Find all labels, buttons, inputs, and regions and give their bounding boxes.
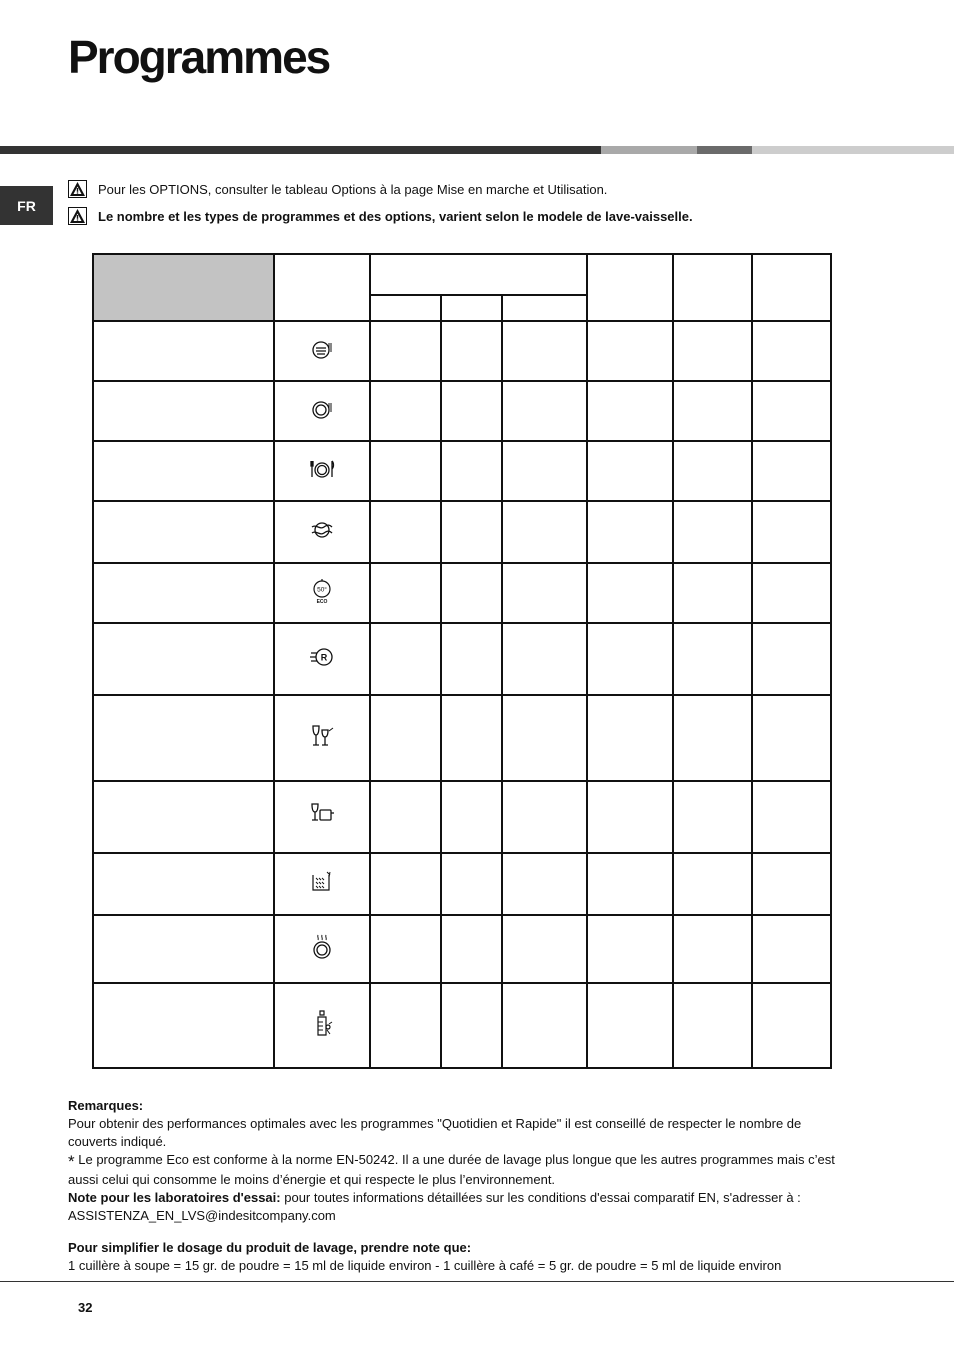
table-cell <box>587 983 673 1068</box>
table-cell <box>370 781 441 853</box>
table-cell <box>274 853 370 915</box>
table-cell <box>752 563 831 623</box>
table-cell <box>274 623 370 695</box>
footer-rule <box>0 1281 954 1282</box>
table-cell <box>752 321 831 381</box>
table-cell <box>673 321 752 381</box>
table-cell <box>752 501 831 563</box>
baby-bottle-icon <box>308 1009 336 1037</box>
notice-text: Le nombre et les types de programmes et des options, varient selon le modele de lave-vaisselle. <box>98 208 693 224</box>
eco-note-text: Le programme Eco est conforme à la norme EN-50242. Il a une durée de lavage plus longue que les autres programmes mais c’est aussi celui qui consomme le moins d’énergie et qui respecte le plus l’environnement. <box>68 1152 835 1187</box>
table-cell <box>370 441 441 501</box>
table-row <box>93 563 831 623</box>
header-cell <box>93 254 274 321</box>
table-cell <box>93 563 274 623</box>
table-cell <box>274 695 370 781</box>
table-cell <box>673 853 752 915</box>
table-cell <box>673 781 752 853</box>
table-cell <box>587 623 673 695</box>
table-cell <box>587 915 673 983</box>
table-cell <box>752 695 831 781</box>
table-cell <box>502 915 587 983</box>
table-cell <box>441 321 502 381</box>
table-cell <box>441 623 502 695</box>
table-cell <box>752 381 831 441</box>
eco-50-icon <box>308 577 336 605</box>
table-row <box>93 983 831 1068</box>
table-cell <box>441 781 502 853</box>
table-cell <box>752 781 831 853</box>
table-cell <box>93 321 274 381</box>
table-row <box>93 915 831 983</box>
table-cell <box>587 781 673 853</box>
lab-note-label: Note pour les laboratoires d'essai: <box>68 1190 281 1205</box>
header-cell <box>752 254 831 321</box>
table-cell <box>370 623 441 695</box>
wine-glass-icon <box>308 722 336 750</box>
remarks-text: Pour obtenir des performances optimales avec les programmes "Quotidien et Rapide" il est conseillé de respecter le nombre de couverts indiqué. <box>68 1116 802 1149</box>
table-cell <box>587 381 673 441</box>
table-cell <box>93 781 274 853</box>
daily-wash-icon <box>308 516 336 544</box>
table-row <box>93 623 831 695</box>
page-title: Programmes <box>68 31 330 83</box>
header-rule <box>697 146 752 154</box>
header-cell <box>370 254 587 295</box>
table-row <box>93 381 831 441</box>
table-cell <box>441 441 502 501</box>
options-notice <box>68 180 607 198</box>
remarks-heading: Remarques: <box>68 1098 144 1113</box>
lab-note-text: pour toutes informations détaillées sur les conditions d'essai comparatif EN, s'adresser à : ASSISTENZA_EN_LVS@indesitcompany.com <box>68 1190 801 1223</box>
lab-note <box>68 1189 848 1225</box>
table-row <box>93 781 831 853</box>
table-cell <box>502 501 587 563</box>
header-rule <box>0 146 601 154</box>
dosage-text: 1 cuillère à soupe = 15 gr. de poudre = 15 ml de liquide environ - 1 cuillère à café = 5 gr. de poudre = 5 ml de liquide environ <box>68 1258 782 1273</box>
table-cell <box>587 441 673 501</box>
table-cell <box>274 915 370 983</box>
table-cell <box>752 853 831 915</box>
header-rule <box>601 146 697 154</box>
table-cell <box>274 441 370 501</box>
plate-cutlery-icon <box>308 455 336 483</box>
pan-icon <box>308 395 336 423</box>
model-variation-notice <box>68 207 693 225</box>
page-number: 32 <box>78 1300 93 1315</box>
header-cell <box>441 295 502 321</box>
table-cell <box>370 501 441 563</box>
warning-icon <box>68 180 87 198</box>
table-cell <box>441 983 502 1068</box>
table-cell <box>502 441 587 501</box>
table-cell <box>587 563 673 623</box>
table-cell <box>441 501 502 563</box>
svg-text:50°: 50° <box>317 586 327 593</box>
table-cell <box>502 781 587 853</box>
table-cell <box>502 563 587 623</box>
table-cell <box>370 563 441 623</box>
table-cell <box>441 563 502 623</box>
svg-text:ECO: ECO <box>316 598 328 605</box>
table-cell <box>502 623 587 695</box>
dosage-heading: Pour simplifier le dosage du produit de lavage, prendre note que: <box>68 1240 472 1255</box>
header-cell <box>370 295 441 321</box>
table-row <box>93 441 831 501</box>
table-cell <box>370 381 441 441</box>
table-cell <box>587 853 673 915</box>
table-row <box>93 695 831 781</box>
table-row <box>93 501 831 563</box>
header-cell <box>587 254 673 321</box>
hygiene-steam-icon <box>308 933 336 961</box>
table-cell <box>274 781 370 853</box>
table-cell <box>441 853 502 915</box>
heavily-soiled-pan-icon <box>308 335 336 363</box>
table-header-row <box>93 254 831 295</box>
table-row <box>93 853 831 915</box>
table-cell <box>502 321 587 381</box>
table-cell <box>673 915 752 983</box>
table-cell <box>93 695 274 781</box>
table-cell <box>274 983 370 1068</box>
table-cell <box>93 441 274 501</box>
table-cell <box>441 915 502 983</box>
programmes-table <box>92 253 832 1069</box>
rapid-icon <box>308 643 336 671</box>
table-cell <box>587 501 673 563</box>
table-cell <box>370 695 441 781</box>
table-cell <box>587 695 673 781</box>
table-cell <box>441 695 502 781</box>
remarks-section <box>68 1097 848 1275</box>
table-row <box>93 321 831 381</box>
table-cell <box>673 441 752 501</box>
table-cell <box>673 381 752 441</box>
header-cell <box>274 254 370 321</box>
table-cell <box>93 501 274 563</box>
table-cell <box>274 321 370 381</box>
table-cell <box>673 623 752 695</box>
table-cell <box>274 381 370 441</box>
table-cell <box>93 381 274 441</box>
header-cell <box>502 295 587 321</box>
table-cell <box>441 381 502 441</box>
asterisk: * <box>68 1152 75 1171</box>
table-cell <box>370 853 441 915</box>
table-cell <box>370 915 441 983</box>
table-cell <box>752 441 831 501</box>
table-cell <box>673 983 752 1068</box>
header-rule <box>752 146 954 154</box>
table-cell <box>752 915 831 983</box>
table-cell <box>673 695 752 781</box>
table-cell <box>752 983 831 1068</box>
table-cell <box>502 695 587 781</box>
svg-text:R: R <box>320 652 328 662</box>
table-cell <box>502 853 587 915</box>
notice-text: Pour les OPTIONS, consulter le tableau Options à la page Mise en marche et Utilisation. <box>98 181 608 197</box>
warning-icon <box>68 207 87 225</box>
header-cell <box>673 254 752 321</box>
table-cell <box>274 563 370 623</box>
table-cell <box>587 321 673 381</box>
table-cell <box>502 983 587 1068</box>
language-tab: FR <box>0 186 53 225</box>
table-cell <box>93 983 274 1068</box>
soak-icon <box>308 868 336 896</box>
table-cell <box>673 563 752 623</box>
table-cell <box>673 501 752 563</box>
half-load-pan-icon <box>308 801 336 829</box>
eco-note <box>68 1151 848 1189</box>
table-cell <box>752 623 831 695</box>
table-cell <box>93 915 274 983</box>
table-cell <box>370 321 441 381</box>
table-cell <box>93 853 274 915</box>
table-cell <box>93 623 274 695</box>
table-cell <box>370 983 441 1068</box>
table-cell <box>502 381 587 441</box>
table-cell <box>274 501 370 563</box>
